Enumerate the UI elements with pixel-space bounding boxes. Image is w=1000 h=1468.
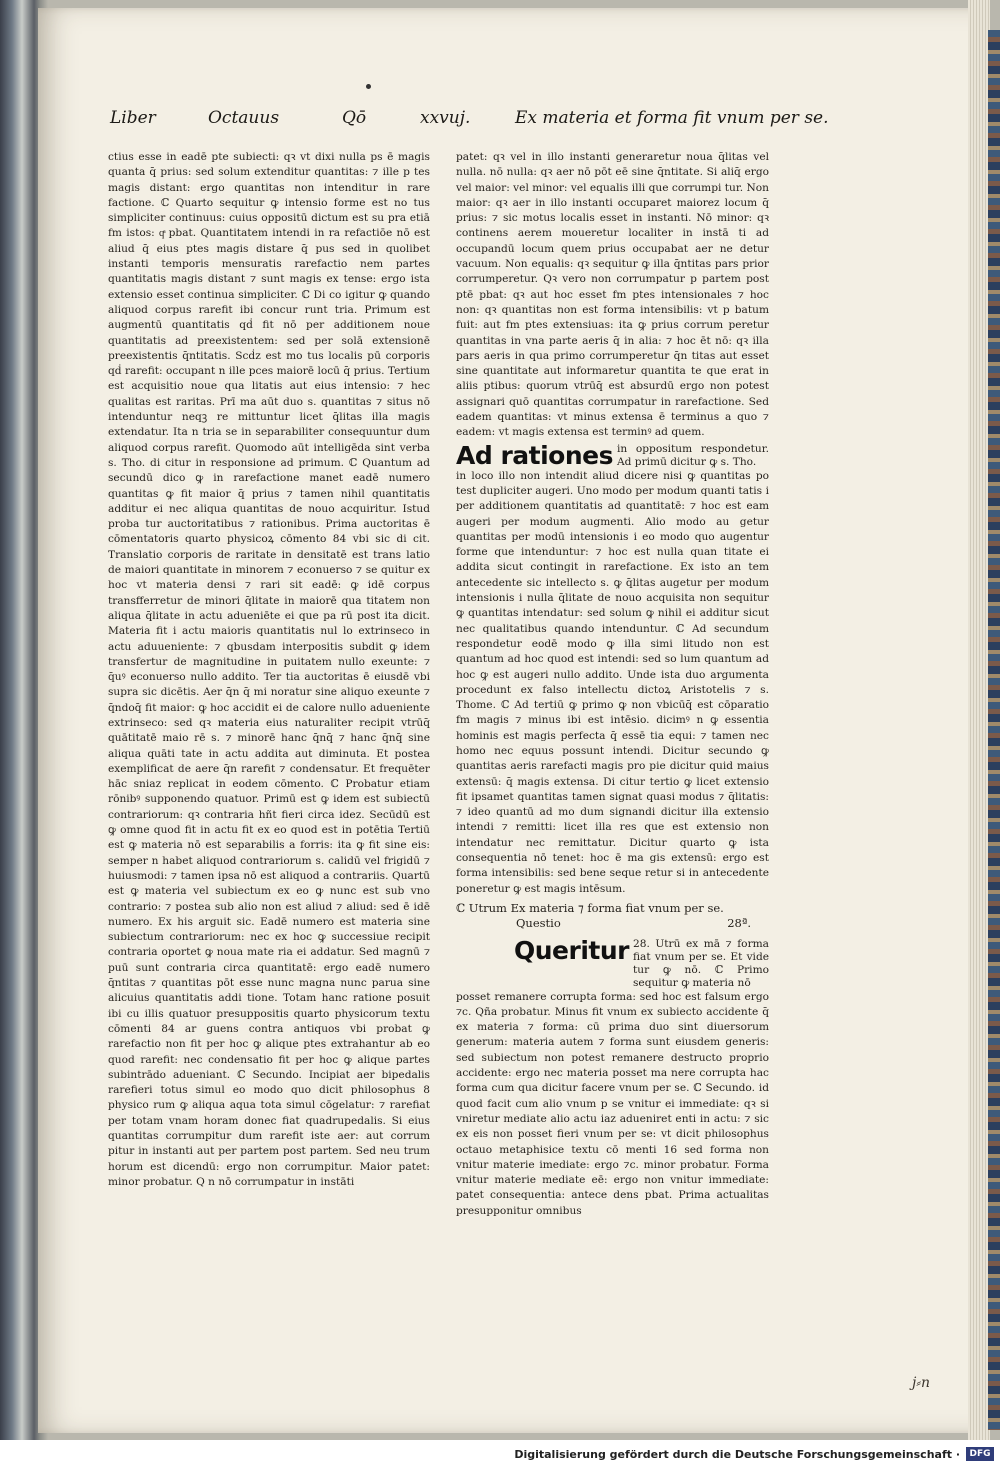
- responses-heading: Ad rationes: [456, 440, 613, 470]
- running-head-liber: Liber: [110, 108, 156, 128]
- running-head-book: Octauus: [208, 108, 280, 128]
- question-title: ℂ Utrum Ex materia ⁊ forma fiat vnum per se.: [456, 900, 724, 915]
- running-head-folio: xxvuj.: [420, 108, 471, 128]
- responses-heading-block: [456, 440, 769, 470]
- running-head-question: Qō: [342, 108, 367, 128]
- printer-mark: [366, 84, 371, 89]
- column-left: [108, 150, 430, 1260]
- dfg-logo: DFG: [966, 1447, 994, 1461]
- page-edges: [968, 0, 990, 1440]
- running-head: [110, 108, 829, 138]
- question-label: Questio: [516, 916, 561, 931]
- responses-heading-tail: in oppositum respondetur. Ad primū dicitur ꝙ s. Tho.: [616, 442, 769, 468]
- queritur-heading-block: [456, 935, 769, 990]
- question-subtitle: [456, 916, 769, 931]
- running-head-title: Ex materia et forma fit vnum per se.: [515, 108, 829, 128]
- marbled-edge: [988, 30, 1000, 1430]
- queritur-heading: Queritur: [514, 935, 629, 965]
- queritur-body: posset remanere corrupta forma: sed hoc est falsum ergo ⁊c. Qña probatur. Minus fit vnum ex subiecto accidente q̄ ex materia ⁊ forma: cū prima duo sint diuersorum generum: materia autem ⁊ forma sunt eiusdem generis: sed subiectum non potest remanere destructo proprio accidente: ergo nec materia posset ma nere corrupta hac forma cum qua dicitur facere vnum per se. ℂ Secundo. id quod facit cum alio vnum p se vnitur ei immediate: qꝛ si vniretur mediate alio actu iaz adueniret enti in actu: ⁊ sic ex eis non posset fieri vnum per se: vt dicit philosophus octauo metaphisice textu cō menti 16 sed forma non vnitur materie imediate: ergo ⁊c. minor probatur. Forma vnitur materie mediate eē: ergo non vnitur immediate: patet consequentia: antece dens pbat. Prima actualitas presupponitur omnibus: [456, 990, 769, 1217]
- handwritten-marginal-note: j⸗n: [912, 1375, 931, 1391]
- responses-body: in loco illo non intendit aliud dicere nisi ꝙ quantitas po test dupliciter augeri. Uno modo per modum quanti tatis i per additionem quantitatis ad quantitatē: ⁊ hoc est eam augeri per modum augmenti. Alio modo au getur quantitas per modū intensionis i eo modo quo augentur forme que intenduntur: ⁊ hoc est nulla quan titate ei addita sicut contingit in rarefactione. Ex isto an tem antecedente sic intellecto s. ꝙ q̄litas augetur per modum intensionis i nulla q̄litate de nouo acquisita non sequitur ꝙ quantitas intendatur: sed solum ꝙ nihil ei additur sicut nec qualitatibus quando intenduntur. ℂ Ad secundum respondetur eodē modo ꝙ illa simi litudo non est quantum ad hoc quod est intendi: sed so lum quantum ad hoc ꝙ est augeri nullo addito. Unde ista duo argumenta procedunt ex falso intellectu dictoꝝ Aristotelis ⁊ s. Thome. ℂ Ad tertiū ꝙ primo ꝙ non vbicūq̄ est cōparatio fm magis ⁊ minus ibi est intēsio. dicimꝰ n ꝙ essentia hominis est magis perfecta q̄ essē tia equi: ⁊ tamen nec homo nec equus possunt intendi. Dicitur secundo ꝙ quantitas aeris rarefacti magis pro pie dicitur quid maius extensū: q̄ magis extensa. Di citur tertio ꝙ licet extensio fit ipsamet quantitas tamen signat quasi modus ⁊ q̄litatis: ⁊ ideo quantū ad mo dum signandi dicitur illa extensio intendi ⁊ remitti: licet illa res que est extensio non intendatur nec remittatur. Dicitur quarto ꝙ ista consequentia nō tenet: hoc ē ma gis extensū: ergo est forma intensibilis: sed bene seque retur si in antecedente poneretur ꝙ est magis intēsum.: [456, 469, 769, 895]
- column-right-top-text: patet: qꝛ vel in illo instanti generaretur noua q̄litas vel nulla. nō nulla: qꝛ aer nō pōt eē sine q̄ntitate. Si aliq̄ ergo vel maior: vel minor: vel equalis illi que corrumpi tur. Non maior: qꝛ aer in illo instanti occuparet maiorez locum q̄ prius: ⁊ sic motus localis esset in instanti. Nō minor: qꝛ continens aerem moueretur localiter in instā ti ad occupandū locum quem prius occupabat aer ne detur vacuum. Non equalis: qꝛ sequitur ꝙ illa q̄ntitas pars prior corrumperetur. Qꝛ vero non corrumpatur p partem post ptē pbat: qꝛ aut hoc esset fm ptes intensionales ⁊ hoc non: qꝛ quantitas non est forma intensibilis: vt p batum fuit: aut fm ptes extensiuas: ita ꝙ prius corrum peretur quantitas in vna parte aeris q̄ in alia: ⁊ hoc ēt nō: qꝛ illa pars aeris in qua primo corrumperetur q̄n titas aut esset sine quantitate aut informaretur quantita te que erat in aliis ptibus: quorum vtrūq̄ est absurdū ergo non potest assignari quō quantitas corrumpatur in rarefactione. Sed eadem quantitas: vt minus extensa ē terminus a quo ⁊ eadem: vt magis extensa est terminꝰ ad quem.: [456, 151, 769, 439]
- column-left-text: ctius esse in eadē pte subiecti: qꝛ vt dixi nulla ps ē magis quanta q̄ prius: sed solum extenditur quantitas: ⁊ ille p tes magis distant: ergo quantitas non intenditur in rare factione. ℂ Quarto sequitur ꝙ intensio forme est no tus simpliciter continuus: cuius oppositū dictum est su pra etiā fm istos: qͣ pbat. Quantitatem intendi in ra refactiōe nō est aliud q̄ eius ptes magis distare q̄ pus sed in quolibet instanti temporis mensuratis rarefactio nem partes quantitatis magis distant ⁊ sunt magis ex tense: ergo ista extensio esset continua simpliciter. ℂ Di co igitur ꝙ quando aliquod corpus rarefit ibi concur runt tria. Primum est augmentū quantitatis qḋ fit nō per additionem noue quantitatis ad preexistentem: sed per solā extensionē preexistentis q̄ntitatis. Scḋz est mo tus localis pū corporis qḋ rarefit: occupant n ille pces maiorē locū q̄ prius. Tertium est acquisitio noue qua litatis aut eius intensio: ⁊ hec qualitas est raritas. Prī ma aūt duo s. quantitas ⁊ situs nō intenduntur neqꝫ re mittuntur licet q̄litas illa magis extendatur. Ita n tria se in separabiliter consequuntur dum aliquod corpus rarefit. Quomodo aūt intelligēda sint verba s. Tho. di citur in responsione ad primum. ℂ Quantum ad secundū dico ꝙ in rarefactione manet eadē numero quantitas ꝙ fit maior q̄ prius ⁊ tamen nihil quantitatis additur ei nec aliqua quantitas de nouo acquiritur. Istud proba tur auctoritatibus ⁊ rationibus. Prima auctoritas ē cōmentatoris quarto physicoꝝ cōmento 84 vbi sic di cit. Translatio corporis de raritate in densitatē est trans latio de maiori quantitate in minorem ⁊ econuerso ⁊ se quitur ex hoc vt materia densi ⁊ rari sit eadē: ꝙ idē corpus transfferretur de minori q̄litate in maiorē qua titatem non aliqua q̄litate in actu adueniēte ei que pa rū post ita dicit. Materia fit i actu maioris quantitatis nul lo extrinseco in actu aduueniente: ⁊ qbusdam interpositis subdit ꝙ idem transfertur de magnitudine in puitatem nullo exeunte: ⁊ q̄uꝰ econuerso nullo addito. Ter tia auctoritas ē eiusdē vbi supra sic dicētis. Aer q̄n q̄ mi noratur sine aliquo exeunte ⁊ q̄ndoq̄ fit maior: ꝙ hoc accidit ei de calore nullo adueniente extrinseco: sed qꝛ materia eius naturaliter recipit vtrūq̄ quātitatē maio rē s. ⁊ minorē hanc q̄nq̄ ⁊ hanc q̄nq̄ sine aliqua quāti tate in actu addita aut diminuta. Et postea exemplificat de aere q̄n rarefit ⁊ condensatur. Et frequēter hāc sniaz replicat in eodem cōmento. ℂ Probatur etiam rōnibꝰ supponendo quatuor. Primū est ꝙ idem est subiectū contrariorum: qꝛ contraria hñt fieri circa idez. Secūdū est ꝙ omne quod fit in actu fit ex eo quod est in potētia Tertiū est ꝙ materia nō est separabilis a forris: ita ꝙ fit sine eis: semper n habet aliquod contrariorum s. calidū vel frigidū ⁊ huiusmodi: ⁊ tamen ipsa nō est aliquod a contrariis. Quartū est ꝙ materia vel subiectum ex eo ꝙ nunc est sub vno contrario: ⁊ postea sub alio non est aliud ⁊ aliud: sed ē idē numero. Ex his arguit sic. Eadē numero est materia sine subiectum contrariorum: nec ex hoc ꝙ successiue recipit contraria oportet ꝙ noua mate ria ei addatur. Sed magnū ⁊ puū sunt contraria circa quantitatē: ergo eadē numero q̄ntitas ⁊ quantitas pōt esse nunc magna nunc parua sine alicuius quantitatis addi tione. Totam hanc ratione posuit ibi cu illis quatuor presuppositis quarto physicorum textu cōmenti 84 ar guens contra antiquos vbi probat ꝙ rarefactio non fit per hoc ꝙ alique ptes extrahantur ab eo quod rarefit: nec condensatio fit per hoc ꝙ alique partes subintrādo adueniant. ℂ Secundo. Incipiat aer bipedalis rarefieri totus simul eo modo quo dicit philosophus 8 physico rum ꝙ aliqua aqua tota simul cōgelatur: ⁊ rarefiat per totam vnam horam donec fiat quadrupedalis. Si eius quantitas corrumpitur dum rarefit iste aer: aut corrum pitur in instanti aut per partem post partem. Sed neu trum horum est dicendū: ergo non corrumpitur. Maior patet: minor probatur. Q n nō corrumpatur in instāti: [108, 151, 430, 1188]
- column-right: [456, 150, 769, 1250]
- footer-credit: Digitalisierung gefördert durch die Deutsche Forschungsgemeinschaft ·: [514, 1448, 960, 1461]
- queritur-heading-tail: 28. Utrū ex mā ⁊ forma fiat vnum per se. Et vide tur ꝙ nō. ℂ Primo sequitur ꝙ materia nō: [632, 937, 769, 989]
- question-number: 28ª.: [727, 916, 751, 931]
- footer-bar: [0, 1440, 1000, 1468]
